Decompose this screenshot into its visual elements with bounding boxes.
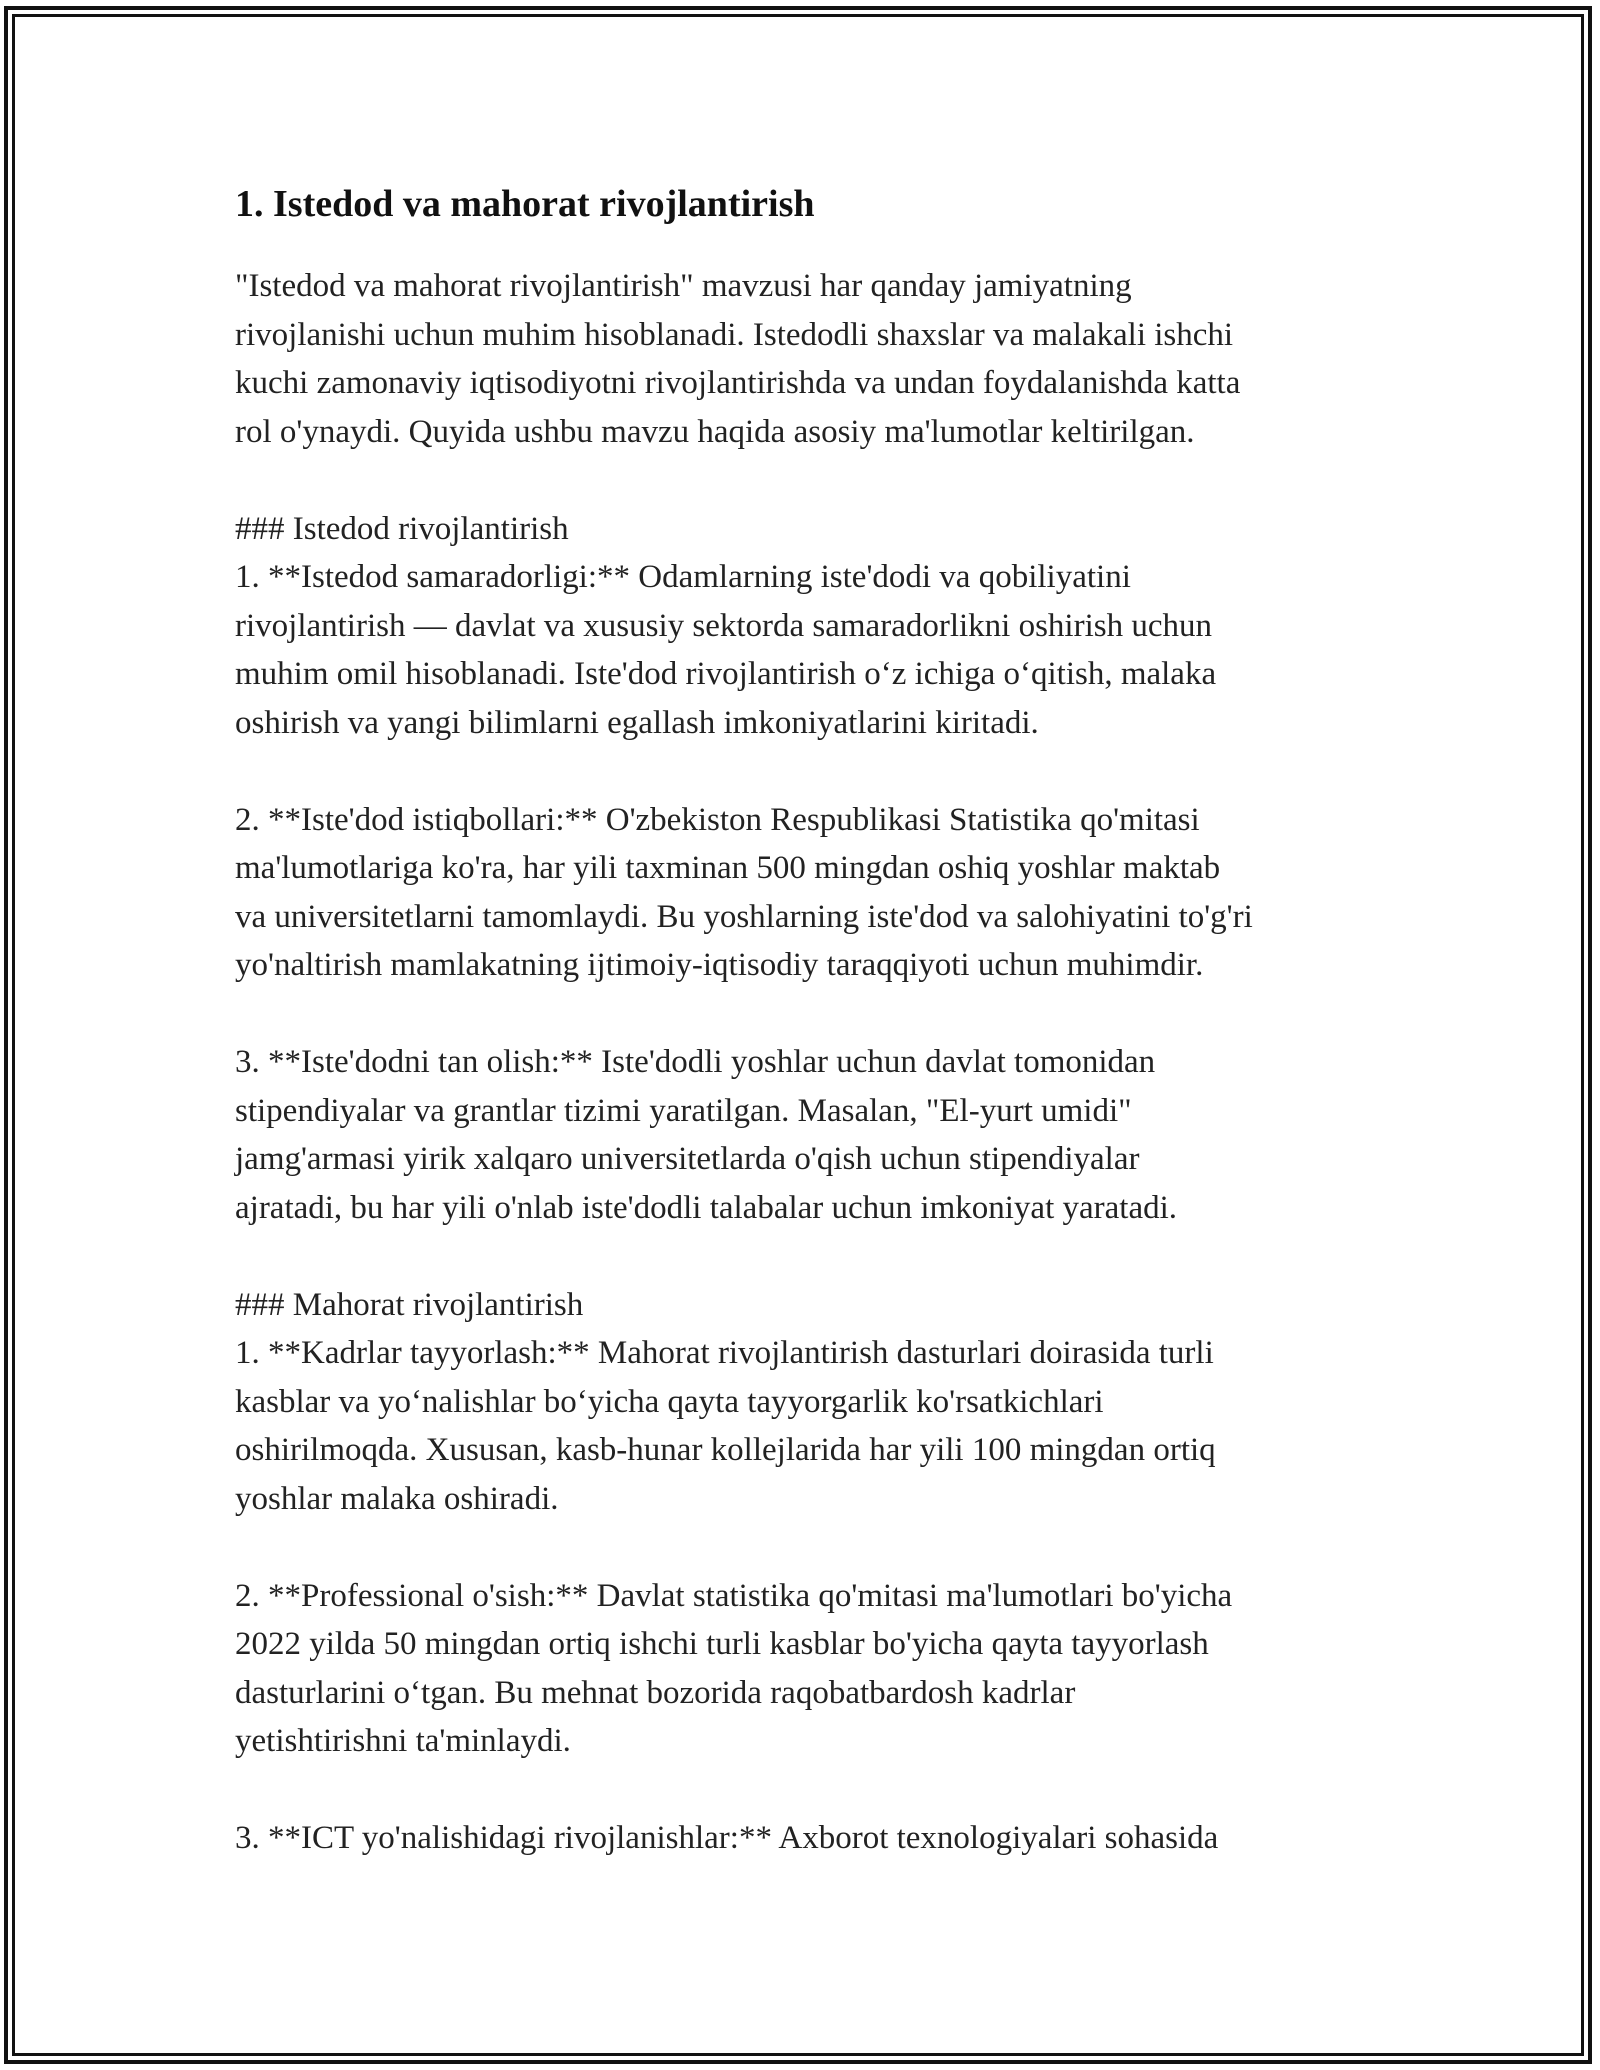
blank-line (235, 747, 1400, 796)
text-line: oshirilmoqda. Xususan, kasb-hunar kollejlarida har yili 100 mingdan ortiq (235, 1432, 1216, 1468)
text-line: yoshlar malaka oshiradi. (235, 1480, 559, 1517)
blank-line (235, 1523, 1400, 1572)
text-line: ma'lumotlariga ko'ra, har yili taxminan 500 mingdan oshiq yoshlar maktab (235, 850, 1221, 886)
text-line: stipendiyalar va grantlar tizimi yaratilgan. Masalan, "El-yurt umidi" (235, 1092, 1132, 1129)
document-page (235, 180, 1400, 1863)
text-line: rivojlantirish — davlat va xususiy sektorda samaradorlikni oshirish uchun (235, 607, 1212, 644)
text-line: va universitetlarni tamomlaydi. Bu yoshlarning iste'dod va salohiyatini to'g'ri (235, 898, 1253, 935)
text-line: yetishtirishni ta'minlaydi. (235, 1723, 571, 1759)
text-line: 1. **Kadrlar tayyorlash:** Mahorat rivojlantirish dasturlari doirasida turli (235, 1335, 1214, 1371)
text-line: 3. **Iste'dodni tan olish:** Iste'dodli yoshlar uchun davlat tomonidan (235, 1044, 1156, 1080)
text-line: rol o'ynaydi. Quyida ushbu mavzu haqida asosiy ma'lumotlar keltirilgan. (235, 413, 1195, 450)
blank-line (235, 456, 1400, 505)
text-line: "Istedod va mahorat rivojlantirish" mavzusi har qanday jamiyatning (235, 268, 1132, 304)
text-line: yo'naltirish mamlakatning ijtimoiy-iqtisodiy taraqqiyoti uchun muhimdir. (235, 947, 1204, 983)
text-line: muhim omil hisoblanadi. Iste'dod rivojlantirish oʻz ichiga oʻqitish, malaka (235, 656, 1217, 692)
section-heading-mahorat: ### Mahorat rivojlantirish (235, 1286, 584, 1323)
text-line: 2022 yilda 50 mingdan ortiq ishchi turli kasblar bo'yicha qayta tayyorlash (235, 1626, 1209, 1662)
blank-line (235, 1232, 1400, 1281)
text-line: oshirish va yangi bilimlarni egallash imkoniyatlarini kiritadi. (235, 704, 1039, 741)
text-line: 1. **Istedod samaradorligi:** Odamlarning iste'dodi va qobiliyatini (235, 559, 1131, 595)
section-heading-istedod: ### Istedod rivojlantirish (235, 510, 569, 547)
intro-paragraph (235, 262, 1400, 1863)
text-line: kasblar va yoʻnalishlar boʻyicha qayta tayyorgarlik ko'rsatkichlari (235, 1383, 1104, 1420)
blank-line (235, 1766, 1400, 1815)
text-line: dasturlarini oʻtgan. Bu mehnat bozorida raqobatbardosh kadrlar (235, 1674, 1076, 1711)
text-line: 2. **Iste'dod istiqbollari:** O'zbekiston Respublikasi Statistika qo'mitasi (235, 801, 1200, 838)
text-line: 2. **Professional o'sish:** Davlat statistika qo'mitasi ma'lumotlari bo'yicha (235, 1577, 1233, 1614)
text-line: rivojlanishi uchun muhim hisoblanadi. Istedodli shaxslar va malakali ishchi (235, 316, 1234, 353)
text-line: jamg'armasi yirik xalqaro universitetlarda o'qish uchun stipendiyalar (235, 1141, 1140, 1177)
text-line: ajratadi, bu har yili o'nlab iste'dodli talabalar uchun imkoniyat yaratadi. (235, 1189, 1178, 1226)
document-title: 1. Istedod va mahorat rivojlantirish (235, 183, 815, 225)
blank-line (235, 990, 1400, 1039)
text-line: kuchi zamonaviy iqtisodiyotni rivojlantirishda va undan foydalanishda katta (235, 365, 1241, 401)
text-line: 3. **ICT yo'nalishidagi rivojlanishlar:** Axborot texnologiyalari sohasida (235, 1820, 1219, 1856)
